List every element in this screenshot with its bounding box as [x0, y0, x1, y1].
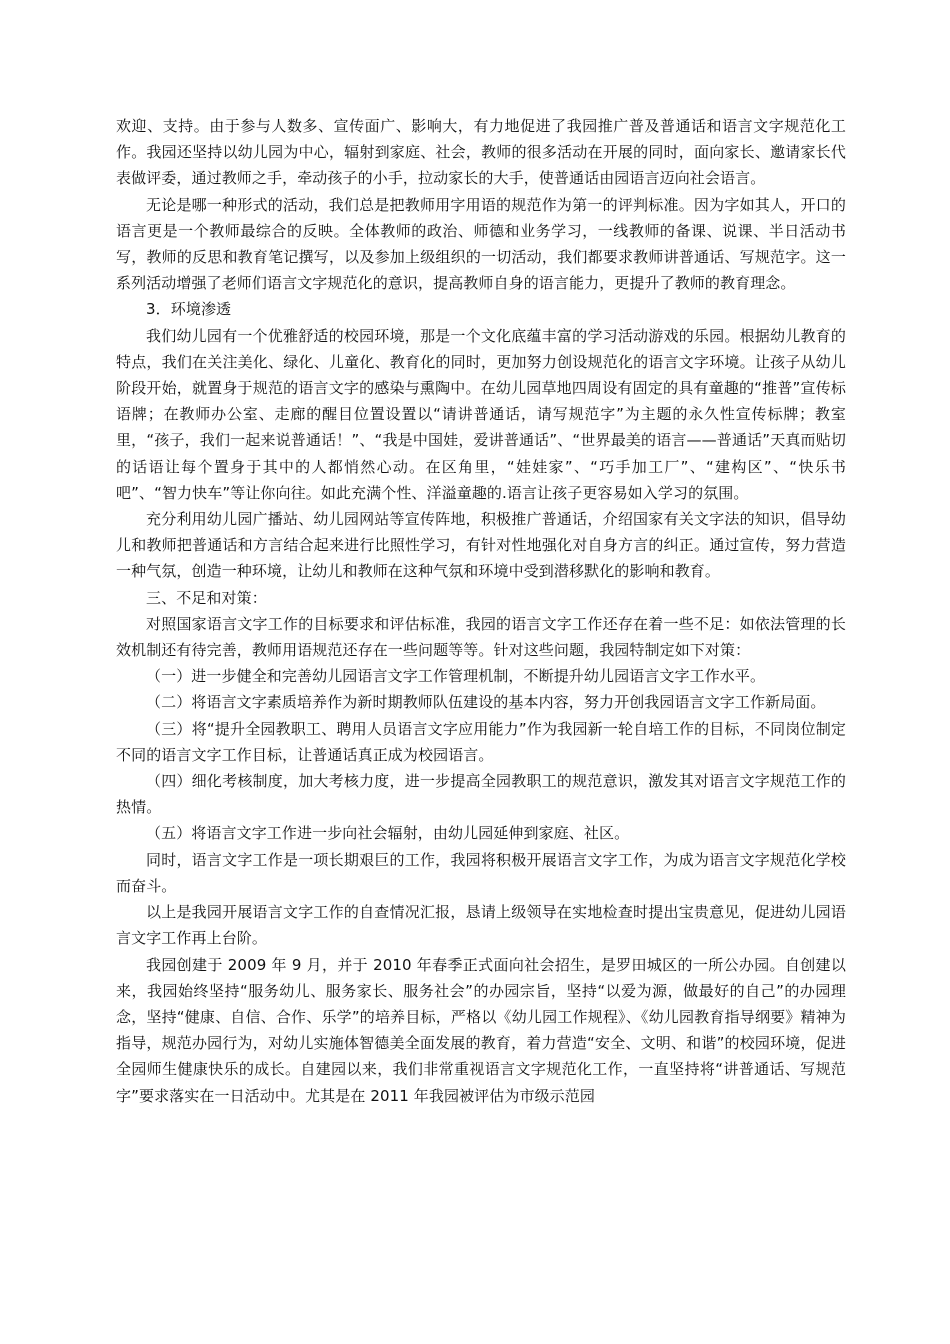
document-body — [116, 113, 846, 1109]
paragraph-report-closing: 以上是我园开展语言文字工作的自查情况汇报，恳请上级领导在实地检查时提出宝贵意见，促进幼儿园语言文字工作再上台阶。 — [116, 903, 846, 948]
paragraph-school-history: 我园创建于 2009 年 9 月，并于 2010 年春季正式面向社会招生，是罗田城区的一所公办园。自创建以来，我园始终坚持“服务幼儿、服务家长、服务社会”的办园宗旨，坚持“以爱为源，做最好的自己”的办园理念，坚持“健康、自信、合作、乐学”的培养目标，严格以《幼儿园工作规程》、《幼儿园教育指导纲要》精神为指导，规范办园行为，对幼儿实施体智德美全面发展的教育，着力营造“安全、文明、和谐”的校园环境，促进全园师生健康快乐的成长。自建园以来，我们非常重视语言文字规范化工作，一直坚持将“讲普通话、写规范字”要求落实在一日活动中。尤其是在 2011 年我园被评估为市级示范园 — [116, 955, 846, 1105]
paragraph-long-term-work: 同时，语言文字工作是一项长期艰巨的工作，我园将积极开展语言文字工作，为成为语言文字规范化学校而奋斗。 — [116, 850, 846, 895]
list-item-measure-1: （一）进一步健全和完善幼儿园语言文字工作管理机制，不断提升幼儿园语言文字工作水平。 — [146, 667, 766, 686]
list-item-measure-4: （四）细化考核制度，加大考核力度，进一步提高全园教职工的规范意识，激发其对语言文字规范工作的热情。 — [116, 772, 846, 817]
paragraph-continued-intro: 欢迎、支持。由于参与人数多、宣传面广、影响大，有力地促进了我园推广普及普通话和语言文字规范化工作。我园还坚持以幼儿园为中心，辐射到家庭、社会，教师的很多活动在开展的同时，面向家长、邀请家长代表做评委，通过教师之手，牵动孩子的小手，拉动家长的大手，使普通话由园语言迈向社会语言。 — [116, 117, 846, 188]
list-item-measure-3: （三）将“提升全园教职工、聘用人员语言文字应用能力”作为我园新一轮自培工作的目标，不同岗位制定不同的语言文字工作目标，让普通话真正成为校园语言。 — [116, 719, 846, 764]
section-heading-environment: 3．环境渗透 — [146, 300, 232, 319]
section-heading-shortcomings: 三、不足和对策： — [146, 588, 267, 607]
list-item-measure-5: （五）将语言文字工作进一步向社会辐射，由幼儿园延伸到家庭、社区。 — [146, 824, 630, 843]
paragraph-campus-environment: 我们幼儿园有一个优雅舒适的校园环境，那是一个文化底蕴丰富的学习活动游戏的乐园。根据幼儿教育的特点，我们在关注美化、绿化、儿童化、教育化的同时，更加努力创设规范化的语言文字环境。让孩子从幼儿阶段开始，就置身于规范的语言文字的感染与熏陶中。在幼儿园草地四周设有固定的具有童趣的“推普”宣传标语牌；在教师办公室、走廊的醒目位置设置以“请讲普通话，请写规范字”为主题的永久性宣传标牌；教室里，“孩子，我们一起来说普通话！”、“我是中国娃，爱讲普通话”、“世界最美的语言——普通话”天真而贴切的话语让每个置身于其中的人都悄然心动。在区角里，“娃娃家”、“巧手加工厂”、“建构区”、“快乐书吧”、“智力快车”等让你向往。如此充满个性、洋溢童趣的.语言让孩子更容易如入学习的氛围。 — [116, 326, 846, 502]
paragraph-publicity: 充分利用幼儿园广播站、幼儿园网站等宣传阵地，积极推广普通话，介绍国家有关文字法的知识，倡导幼儿和教师把普通话和方言结合起来进行比照性学习，有针对性地强化对自身方言的纠正。通过宣传，努力营造一种气氛，创造一种环境，让幼儿和教师在这种气氛和环境中受到潜移默化的影响和教育。 — [116, 510, 846, 581]
list-item-measure-2: （二）将语言文字素质培养作为新时期教师队伍建设的基本内容，努力开创我园语言文字工作新局面。 — [146, 693, 826, 712]
paragraph-shortcomings: 对照国家语言文字工作的目标要求和评估标准，我园的语言文字工作还存在着一些不足：如依法管理的长效机制还有待完善，教师用语规范还存在一些问题等等。针对这些问题，我园特制定如下对策： — [116, 614, 846, 660]
paragraph-teacher-standards: 无论是哪一种形式的活动，我们总是把教师用字用语的规范作为第一的评判标准。因为字如其人，开口的语言更是一个教师最综合的反映。全体教师的政治、师德和业务学习，一线教师的备课、说课、半日活动书写，教师的反思和教育笔记撰写，以及参加上级组织的一切活动，我们都要求教师讲普通话、写规范字。这一系列活动增强了老师们语言文字规范化的意识，提高教师自身的语言能力，更提升了教师的教育理念。 — [116, 195, 846, 293]
